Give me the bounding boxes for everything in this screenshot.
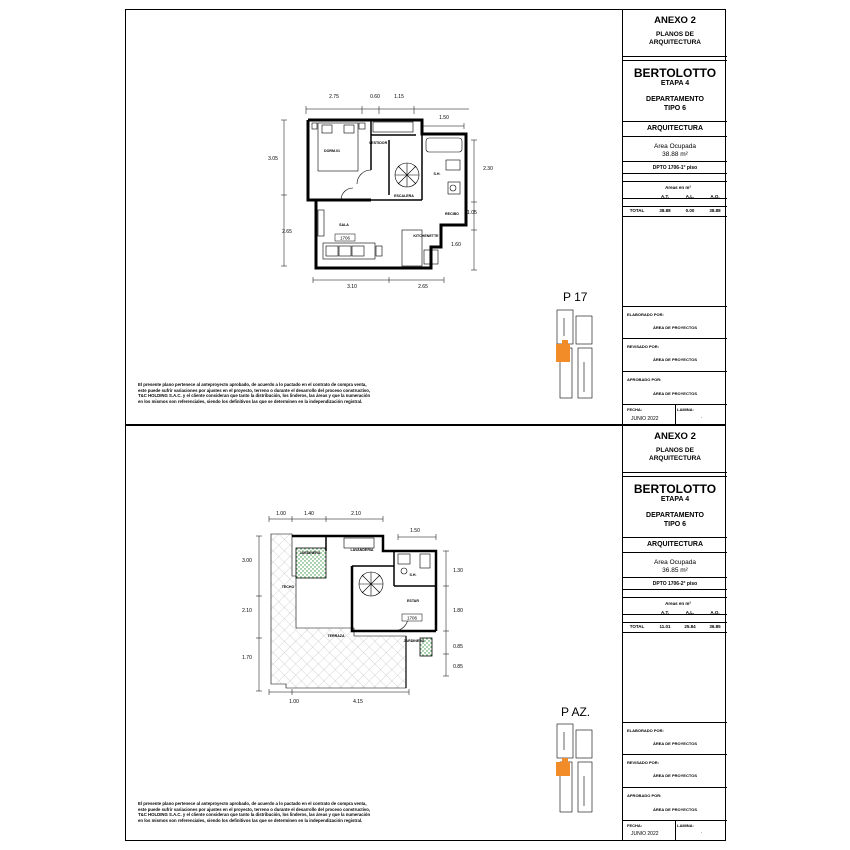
dim-left-2: 2.65 <box>282 229 292 235</box>
plans-line1: PLANOS DE <box>656 31 694 38</box>
stage: ETAPA 4 <box>660 496 690 503</box>
project-name: BERTOLOTTO <box>633 482 717 496</box>
dim-top-1: 2.75 <box>329 94 339 100</box>
dim-top-2: 0.60 <box>370 94 380 100</box>
unit-highlight <box>556 344 570 362</box>
room-sh: S.H. <box>433 172 441 176</box>
dept-line1: DEPARTAMENTO <box>646 96 704 103</box>
key-plan-1 <box>556 308 596 404</box>
dim-bottom-2: 4.15 <box>353 699 363 705</box>
area-value: 36.85 m² <box>662 567 688 574</box>
room-estar: ESTAR <box>407 599 419 603</box>
room-recibo: RECIBO <box>445 212 459 216</box>
dim-left-1: 3.00 <box>242 558 252 564</box>
stage: ETAPA 4 <box>660 80 690 87</box>
disclaimer: El presente plano pertenece al anteproyecto aprobado, de acuerdo a lo pactado en el contrato de compra venta, este puede sufrir variaciones por ajustes en el proyecto, terreno o durante el desarrollo del proceso constructivo, T&C HOLDING S.A.C. y el cliente consideran que tanto la distribución, los linderos, las áreas y que la numeración en los mismos son referenciales, siendo los definitivos las que se determinen en la independización registral. <box>138 382 371 404</box>
plans-line2: ARQUITECTURA <box>649 39 701 46</box>
dim-right-3: 1.60 <box>451 242 461 248</box>
dept-line2: TIPO 6 <box>663 521 687 528</box>
disclaimer: El presente plano pertenece al anteproyecto aprobado, de acuerdo a lo pactado en el contrato de compra venta, este puede sufrir variaciones por ajustes en el proyecto, terreno o durante el desarrollo del proceso constructivo, T&C HOLDING S.A.C. y el cliente consideran que tanto la distribución, los linderos, las áreas y que la numeración en los mismos son referenciales, siendo los definitivos las que se determinen en la independización registral. <box>138 801 371 823</box>
room-dorm: DORM.01 <box>324 149 340 153</box>
floor-plan-2 <box>126 426 622 726</box>
dim-right-1: 2.30 <box>483 166 493 172</box>
key-plan-2 <box>556 722 596 818</box>
room-sala: SALA <box>339 223 349 227</box>
dim-top-4: 1.50 <box>410 528 420 534</box>
room-techo: TECHO <box>281 585 295 589</box>
plans-line2: ARQUITECTURA <box>649 455 701 462</box>
discipline: ARQUITECTURA <box>647 541 703 548</box>
level-label: P AZ. <box>561 705 591 719</box>
annex-title: ANEXO 2 <box>654 431 696 442</box>
area-label: Area Ocupada <box>654 143 696 150</box>
dim-left-2: 2.10 <box>242 608 252 614</box>
room-terraza: TERRAZA <box>327 634 345 638</box>
dim-left-1: 3.05 <box>268 156 278 162</box>
dim-right-2: 1.05 <box>467 210 477 216</box>
dim-top-3: 2.10 <box>351 511 361 517</box>
dpto-label: DPTO 1706-2° piso <box>652 581 698 587</box>
room-escalera: ESCALERA <box>394 194 414 198</box>
dim-left-3: 1.70 <box>242 655 252 661</box>
dim-right-4: 0.85 <box>453 664 463 670</box>
floor-plan-1 <box>126 10 622 310</box>
discipline: ARQUITECTURA <box>647 125 703 132</box>
plan-sheet-2 <box>125 425 726 841</box>
dim-top-1: 1.00 <box>276 511 286 517</box>
dim-top-4: 1.50 <box>439 115 449 121</box>
room-vestidor: VESTIDOR <box>368 141 388 145</box>
unit-highlight <box>556 762 570 776</box>
room-lavanderia: LAVANDERIA <box>350 548 374 552</box>
room-jardinera-2: JARDINERA <box>403 639 425 643</box>
unit-tag: 1706 <box>339 235 351 241</box>
dim-right-1: 1.30 <box>453 568 463 574</box>
level-label: P 17 <box>563 290 588 304</box>
dept-line1: DEPARTAMENTO <box>646 512 704 519</box>
room-kitchenette: KITCHENETTE <box>413 234 439 238</box>
plans-line1: PLANOS DE <box>656 447 694 454</box>
title-block: ANEXO 2 PLANOS DE ARQUITECTURA BERTOLOTTO ETAPA 4 DEPARTAMENTO TIPO 6 ARQUITECTURA Area Ocupada 38.88 m² DPTO 1706-1° piso Areas en m² A.T. A.L. A.O. TOTAL 38.88 0.00 38.88 ELABORADO POR: ÁREA DE PROYECTOS REVISADO POR: ÁREA DE PROYECTOS APROBADO POR: ÁREA DE PROYECTOS FECHA: LAMINA: JUNIO 2022 . <box>622 10 727 424</box>
title-block: ANEXO 2 PLANOS DE ARQUITECTURA BERTOLOTTO ETAPA 4 DEPARTAMENTO TIPO 6 ARQUITECTURA Area Ocupada 36.85 m² DPTO 1706-2° piso Areas en m² A.T. A.L. A.O. TOTAL 11.01 25.84 36.85 ELABORADO POR: ÁREA DE PROYECTOS REVISADO POR: ÁREA DE PROYECTOS APROBADO POR: ÁREA DE PROYECTOS FECHA: LAMINA: JUNIO 2022 . <box>622 426 727 840</box>
project-name: BERTOLOTTO <box>633 66 717 80</box>
annex-title: ANEXO 2 <box>654 15 696 26</box>
dim-top-2: 1.40 <box>304 511 314 517</box>
room-sh: S.H. <box>409 573 417 577</box>
unit-tag: 1706 <box>406 615 418 621</box>
room-jardinera-1: JARDINERA <box>299 551 321 555</box>
dim-bottom-1: 1.00 <box>289 699 299 705</box>
dim-right-2: 1.80 <box>453 608 463 614</box>
plan-sheet-1 <box>125 9 726 425</box>
dim-bottom-1: 3.10 <box>347 284 357 290</box>
dept-line2: TIPO 6 <box>663 105 687 112</box>
dim-top-3: 1.15 <box>394 94 404 100</box>
dim-right-3: 0.85 <box>453 644 463 650</box>
dpto-label: DPTO 1706-1° piso <box>652 165 698 171</box>
terrace-area <box>271 534 406 688</box>
dim-bottom-2: 2.65 <box>418 284 428 290</box>
area-value: 38.88 m² <box>662 151 688 158</box>
area-label: Area Ocupada <box>654 559 696 566</box>
